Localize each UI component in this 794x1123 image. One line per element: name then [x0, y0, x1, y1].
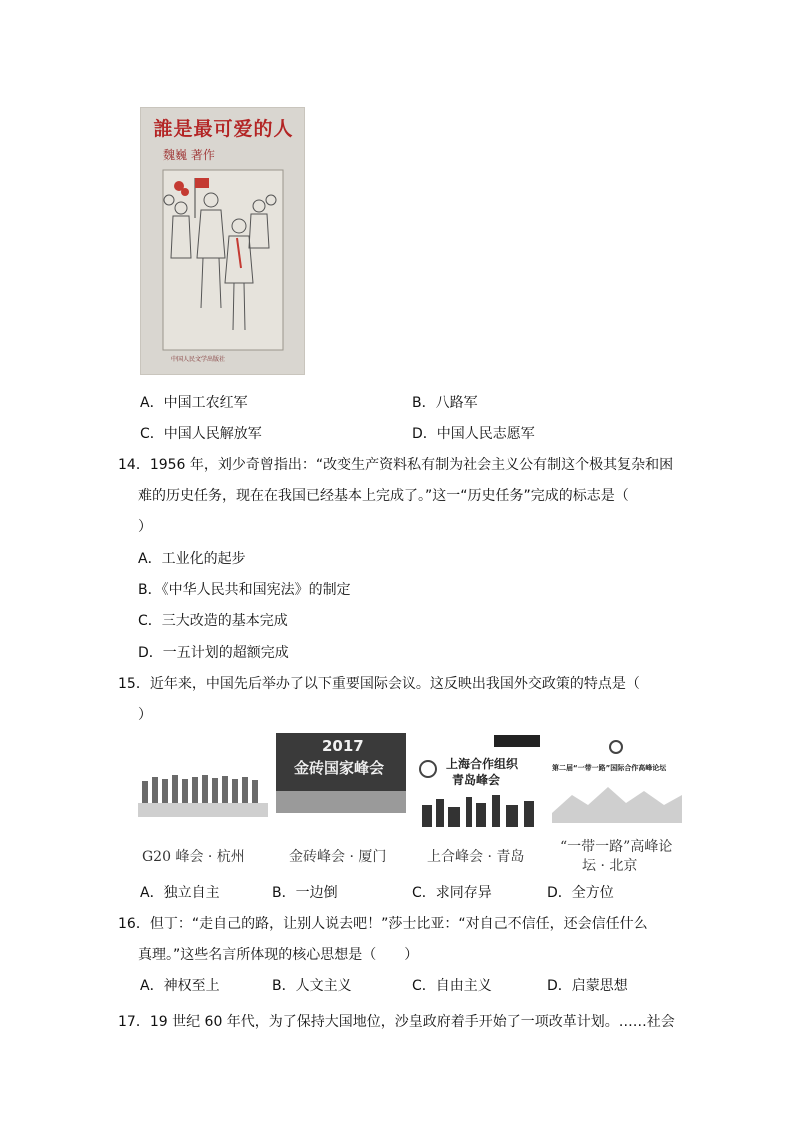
- poster-author: 魏巍 著作: [163, 148, 215, 162]
- q13-option-d: D．中国人民志愿军: [412, 426, 535, 442]
- q13-option-a: A．中国工农红军: [140, 395, 248, 411]
- q16-stem-line-2: 真理。”这些名言所体现的核心思想是（ ）: [138, 947, 419, 963]
- q15-option-b: B．一边倒: [272, 885, 338, 901]
- g20-summit-image: [138, 733, 268, 845]
- poster-publisher: 中国人民文学出版社: [171, 356, 226, 363]
- brics-year: 2017: [322, 737, 364, 755]
- brics-summit-image: [276, 733, 406, 845]
- q14-option-d: D．一五计划的超额完成: [138, 645, 289, 661]
- poster-title: 誰是最可爱的人: [153, 118, 294, 140]
- sco-banner: 青岛峰会: [452, 773, 501, 787]
- q15-option-c: C．求同存异: [412, 885, 492, 901]
- q14-stem-line-1: 14．1956 年，刘少奇曾指出：“改变生产资料私有制为社会主义公有制这个极其复杂和困: [118, 457, 674, 473]
- q14-option-c: C．三大改造的基本完成: [138, 613, 288, 629]
- sco-org: 上海合作组织: [446, 757, 519, 771]
- q17-stem-line-1: 17．19 世纪 60 年代，为了保持大国地位，沙皇政府着手开始了一项改革计划。……社会: [118, 1014, 675, 1030]
- g20-caption: G20 峰会 · 杭州: [142, 849, 245, 865]
- belt-road-forum-image: [552, 733, 682, 845]
- brics-banner: 金砖国家峰会: [294, 759, 385, 777]
- q14-stem-line-3: ）: [138, 519, 152, 535]
- q15-option-a: A．独立自主: [140, 885, 220, 901]
- q13-option-b: B．八路军: [412, 395, 478, 411]
- q15-stem-line-2: ）: [138, 707, 152, 723]
- q15-option-d: D．全方位: [547, 885, 614, 901]
- q16-option-c: C．自由主义: [412, 978, 492, 994]
- belt-road-caption-line-2: 坛 · 北京: [582, 858, 638, 874]
- belt-road-caption-line-1: “一带一路”高峰论: [560, 839, 673, 855]
- poster-image: [140, 107, 305, 375]
- belt-road-banner: 第二届“一带一路”国际合作高峰论坛: [552, 764, 667, 772]
- brics-caption: 金砖峰会 · 厦门: [289, 849, 387, 865]
- poster-illustration: [141, 108, 305, 375]
- sco-summit-image: [414, 733, 544, 845]
- q15-stem-line-1: 15．近年来，中国先后举办了以下重要国际会议。这反映出我国外交政策的特点是（: [118, 676, 640, 692]
- q14-stem-line-2: 难的历史任务，现在在我国已经基本上完成了。”这一“历史任务”完成的标志是（: [138, 488, 629, 504]
- q16-stem-line-1: 16．但丁：“走自己的路，让别人说去吧！”莎士比亚：“对自己不信任，还会信任什么: [118, 916, 648, 932]
- sco-caption: 上合峰会 · 青岛: [427, 849, 525, 865]
- q16-option-b: B．人文主义: [272, 978, 352, 994]
- q13-option-c: C．中国人民解放军: [140, 426, 262, 442]
- q16-option-d: D．启蒙思想: [547, 978, 628, 994]
- q16-option-a: A．神权至上: [140, 978, 220, 994]
- q14-option-a: A．工业化的起步: [138, 551, 246, 567]
- q14-option-b: B．《中华人民共和国宪法》的制定: [138, 582, 351, 598]
